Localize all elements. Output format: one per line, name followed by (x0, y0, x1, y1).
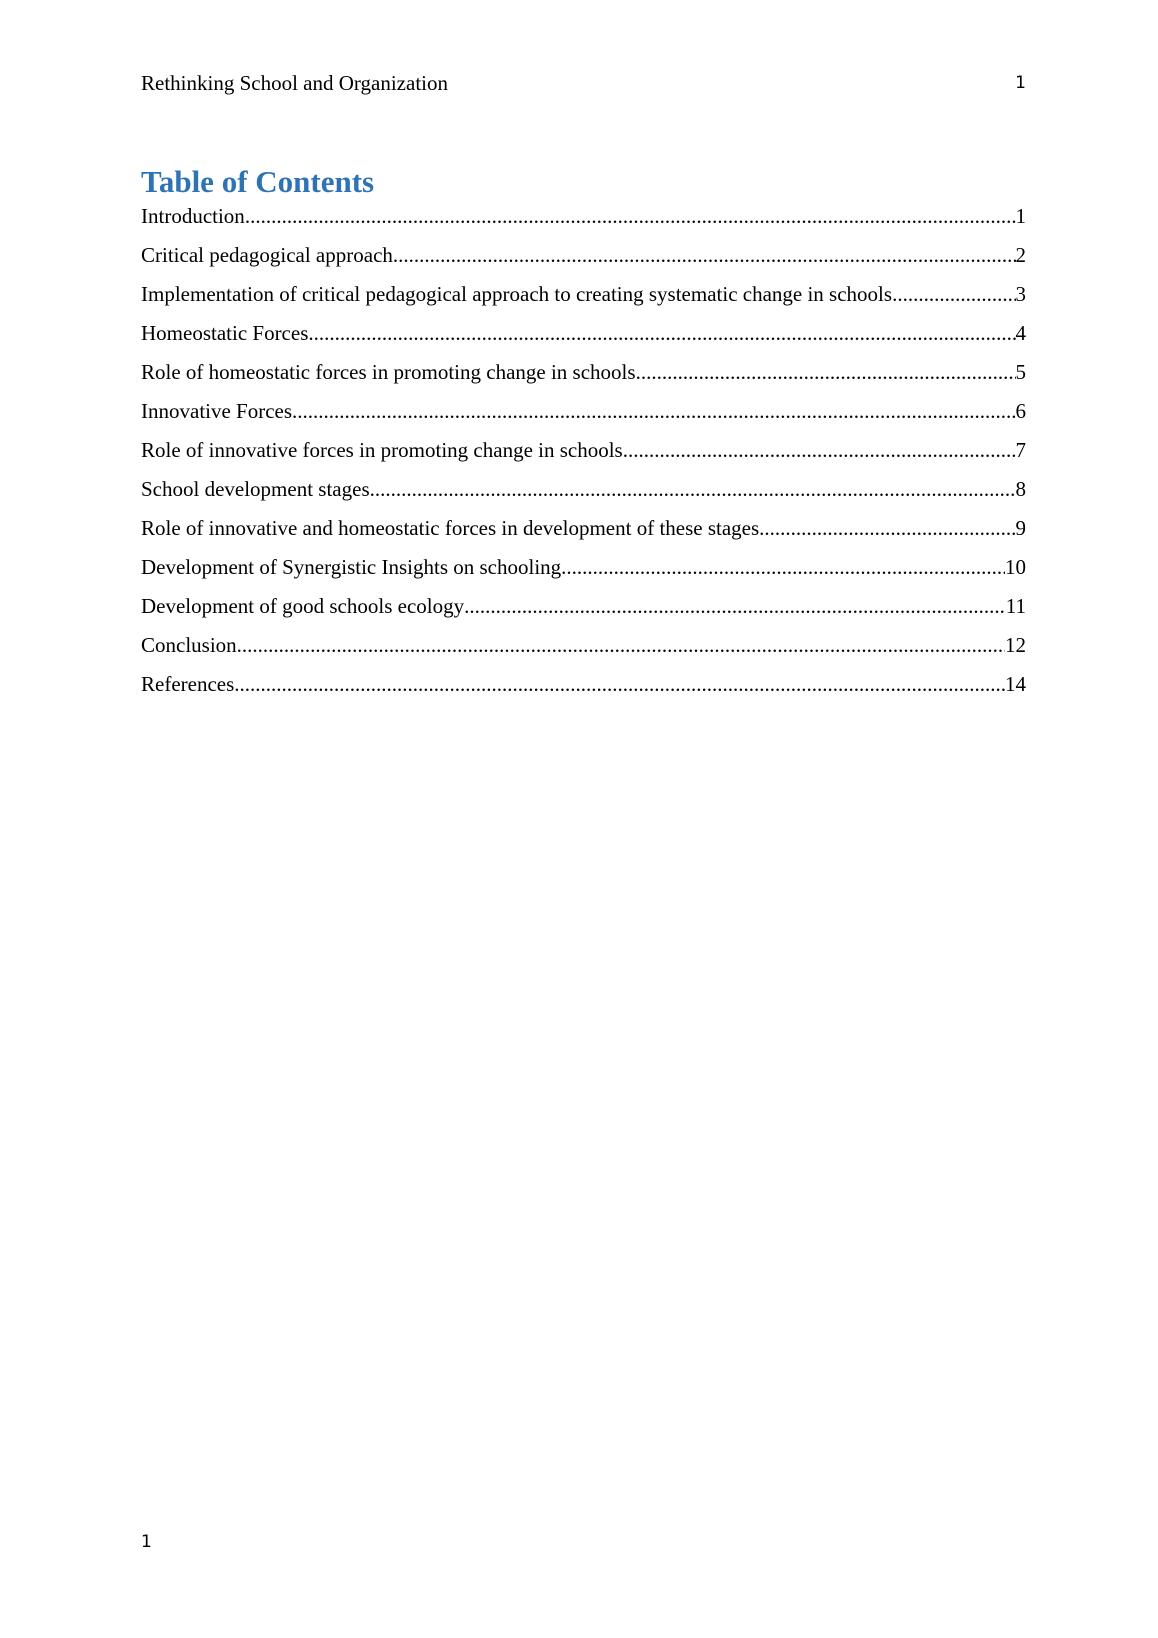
toc-dot-leader (245, 201, 1016, 231)
toc-entry-page: 6 (1015, 399, 1026, 423)
toc-entry-label: Critical pedagogical approach (141, 243, 393, 267)
toc-entry-label: Innovative Forces (141, 399, 293, 423)
toc-entry-innovative-forces[interactable] (141, 396, 1026, 435)
toc-dot-leader (892, 279, 1015, 309)
toc-entry-page: 12 (1005, 633, 1026, 657)
toc-entry-page: 14 (1005, 672, 1026, 696)
toc-entry-page: 2 (1015, 243, 1026, 267)
footer-page-number: 1 (141, 1532, 152, 1552)
toc-entry-conclusion[interactable] (141, 630, 1026, 669)
toc-entry-good-schools-ecology[interactable] (141, 591, 1026, 630)
toc-entry-label: Implementation of critical pedagogical approach to creating systematic change in schools (141, 282, 893, 306)
toc-entry-label: References (141, 672, 235, 696)
toc-entry-role-of-innovative-and-homeostatic-forces[interactable] (141, 513, 1026, 552)
running-header-title: Rethinking School and Organization (141, 71, 448, 95)
toc-entry-critical-pedagogical-approach[interactable] (141, 240, 1026, 279)
toc-entry-page: 11 (1005, 594, 1026, 618)
toc-dot-leader (464, 591, 1006, 621)
toc-entry-label: Development of Synergistic Insights on schooling (141, 555, 562, 579)
toc-dot-leader (636, 357, 1016, 387)
toc-entry-page: 5 (1015, 360, 1026, 384)
toc-entry-page: 10 (1005, 555, 1026, 579)
toc-entry-role-of-homeostatic-forces[interactable] (141, 357, 1026, 396)
toc-entry-label: Role of homeostatic forces in promoting change in schools (141, 360, 636, 384)
toc-dot-leader (308, 318, 1015, 348)
toc-entry-implementation[interactable] (141, 279, 1026, 318)
toc-entry-label: Role of innovative forces in promoting change in schools (141, 438, 623, 462)
toc-dot-leader (237, 630, 1005, 660)
table-of-contents (141, 201, 1026, 708)
toc-entry-page: 8 (1015, 477, 1026, 501)
toc-entry-label: Introduction (141, 204, 245, 228)
toc-entry-label: Development of good schools ecology (141, 594, 465, 618)
toc-entry-introduction[interactable] (141, 201, 1026, 240)
header-page-number: 1 (1015, 73, 1026, 93)
toc-entry-school-development-stages[interactable] (141, 474, 1026, 513)
toc-dot-leader (234, 669, 1005, 699)
toc-dot-leader (393, 240, 1016, 270)
toc-entry-synergistic-insights[interactable] (141, 552, 1026, 591)
toc-entry-label: School development stages (141, 477, 370, 501)
toc-entry-homeostatic-forces[interactable] (141, 318, 1026, 357)
toc-dot-leader (561, 552, 1005, 582)
toc-entry-page: 3 (1015, 282, 1026, 306)
toc-entry-role-of-innovative-forces[interactable] (141, 435, 1026, 474)
toc-heading: Table of Contents (141, 164, 375, 199)
toc-entry-page: 9 (1015, 516, 1026, 540)
toc-entry-page: 4 (1015, 321, 1026, 345)
toc-dot-leader (623, 435, 1016, 465)
toc-dot-leader (370, 474, 1016, 504)
toc-entry-references[interactable] (141, 669, 1026, 708)
toc-entry-label: Conclusion (141, 633, 237, 657)
toc-entry-label: Role of innovative and homeostatic forces in development of these stages (141, 516, 760, 540)
toc-entry-page: 7 (1015, 438, 1026, 462)
toc-entry-page: 1 (1015, 204, 1026, 228)
toc-entry-label: Homeostatic Forces (141, 321, 309, 345)
toc-dot-leader (759, 513, 1015, 543)
toc-dot-leader (292, 396, 1015, 426)
